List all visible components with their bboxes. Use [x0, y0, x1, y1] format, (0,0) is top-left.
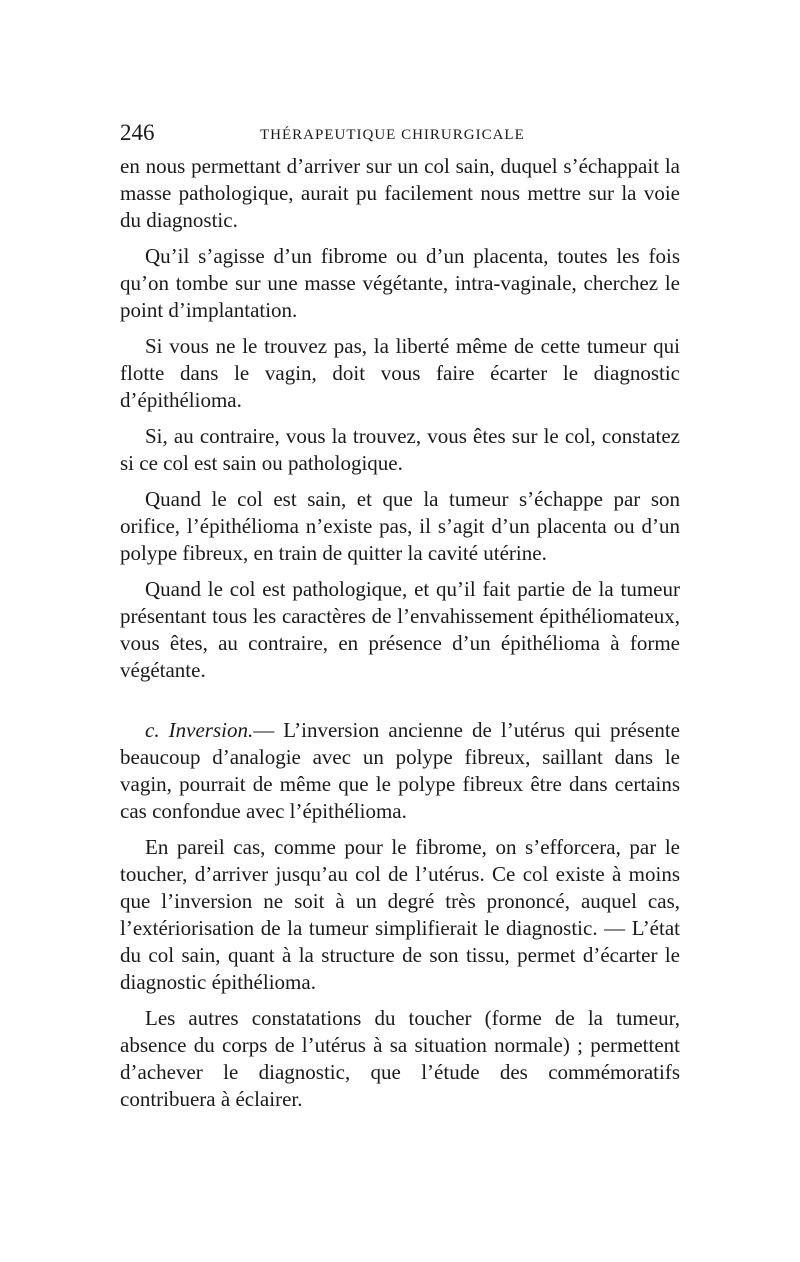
paragraph-col-sain: Quand le col est sain, et que la tumeur s’échappe par son orifice, l’épithélioma n’existe pas, il s’agit d’un placenta ou d’un polype fibreux, en train de quitter la cavité utérine. — [120, 487, 680, 565]
section-lead-text: — L’inversion ancienne de l’utérus qui présente beaucoup d’analogie avec un polype fibreux, saillant dans le vagin, pourrait de même que le polype fibreux être dans certains cas confondue avec l’épithélioma. — [120, 718, 680, 823]
running-title: THÉRAPEUTIQUE CHIRURGICALE — [260, 127, 525, 143]
page-number: 246 — [120, 120, 155, 145]
paragraph-au-contraire: Si, au contraire, vous la trouvez, vous êtes sur le col, constatez si ce col est sain ou pathologique. — [120, 424, 680, 475]
section-inversion — [120, 717, 680, 825]
body-text — [120, 153, 680, 1122]
paragraph-autres-constatations: Les autres constatations du toucher (forme de la tumeur, absence du corps de l’utérus à sa situation normale) ; permettent d’achever le diagnostic, que l’étude des commémoratifs contribuera à éclairer. — [120, 1006, 680, 1111]
paragraph-fibrome-placenta: Qu’il s’agisse d’un fibrome ou d’un placenta, toutes les fois qu’on tombe sur une masse végétante, intra-vaginale, cherchez le point d’implantation. — [120, 244, 680, 322]
section-gap — [120, 693, 680, 717]
paragraph-col-pathologique: Quand le col est pathologique, et qu’il fait partie de la tumeur présentant tous les caractères de l’envahissement épithéliomateux, vous êtes, au contraire, en présence d’un épithélioma à forme végétante. — [120, 577, 680, 682]
paragraph-pareil-cas: En pareil cas, comme pour le fibrome, on s’efforcera, par le toucher, d’arriver jusqu’au col de l’utérus. Ce col existe à moins que l’inversion ne soit à un degré très prononcé, auquel cas, l’extériorisation de la tumeur simplifierait le diagnostic. — L’état du col sain, quant à la structure de son tissu, permet d’écarter le diagnostic épithélioma. — [120, 835, 680, 994]
paragraph-continuation: en nous permettant d’arriver sur un col sain, duquel s’échappait la masse pathologique, aurait pu facilement nous mettre sur la voie du diagnostic. — [120, 154, 680, 232]
running-head — [120, 118, 680, 148]
section-label: c. Inversion. — [145, 718, 254, 742]
paragraph-liberte-tumeur: Si vous ne le trouvez pas, la liberté même de cette tumeur qui flotte dans le vagin, doit vous faire écarter le diagnostic d’épithélioma. — [120, 334, 680, 412]
